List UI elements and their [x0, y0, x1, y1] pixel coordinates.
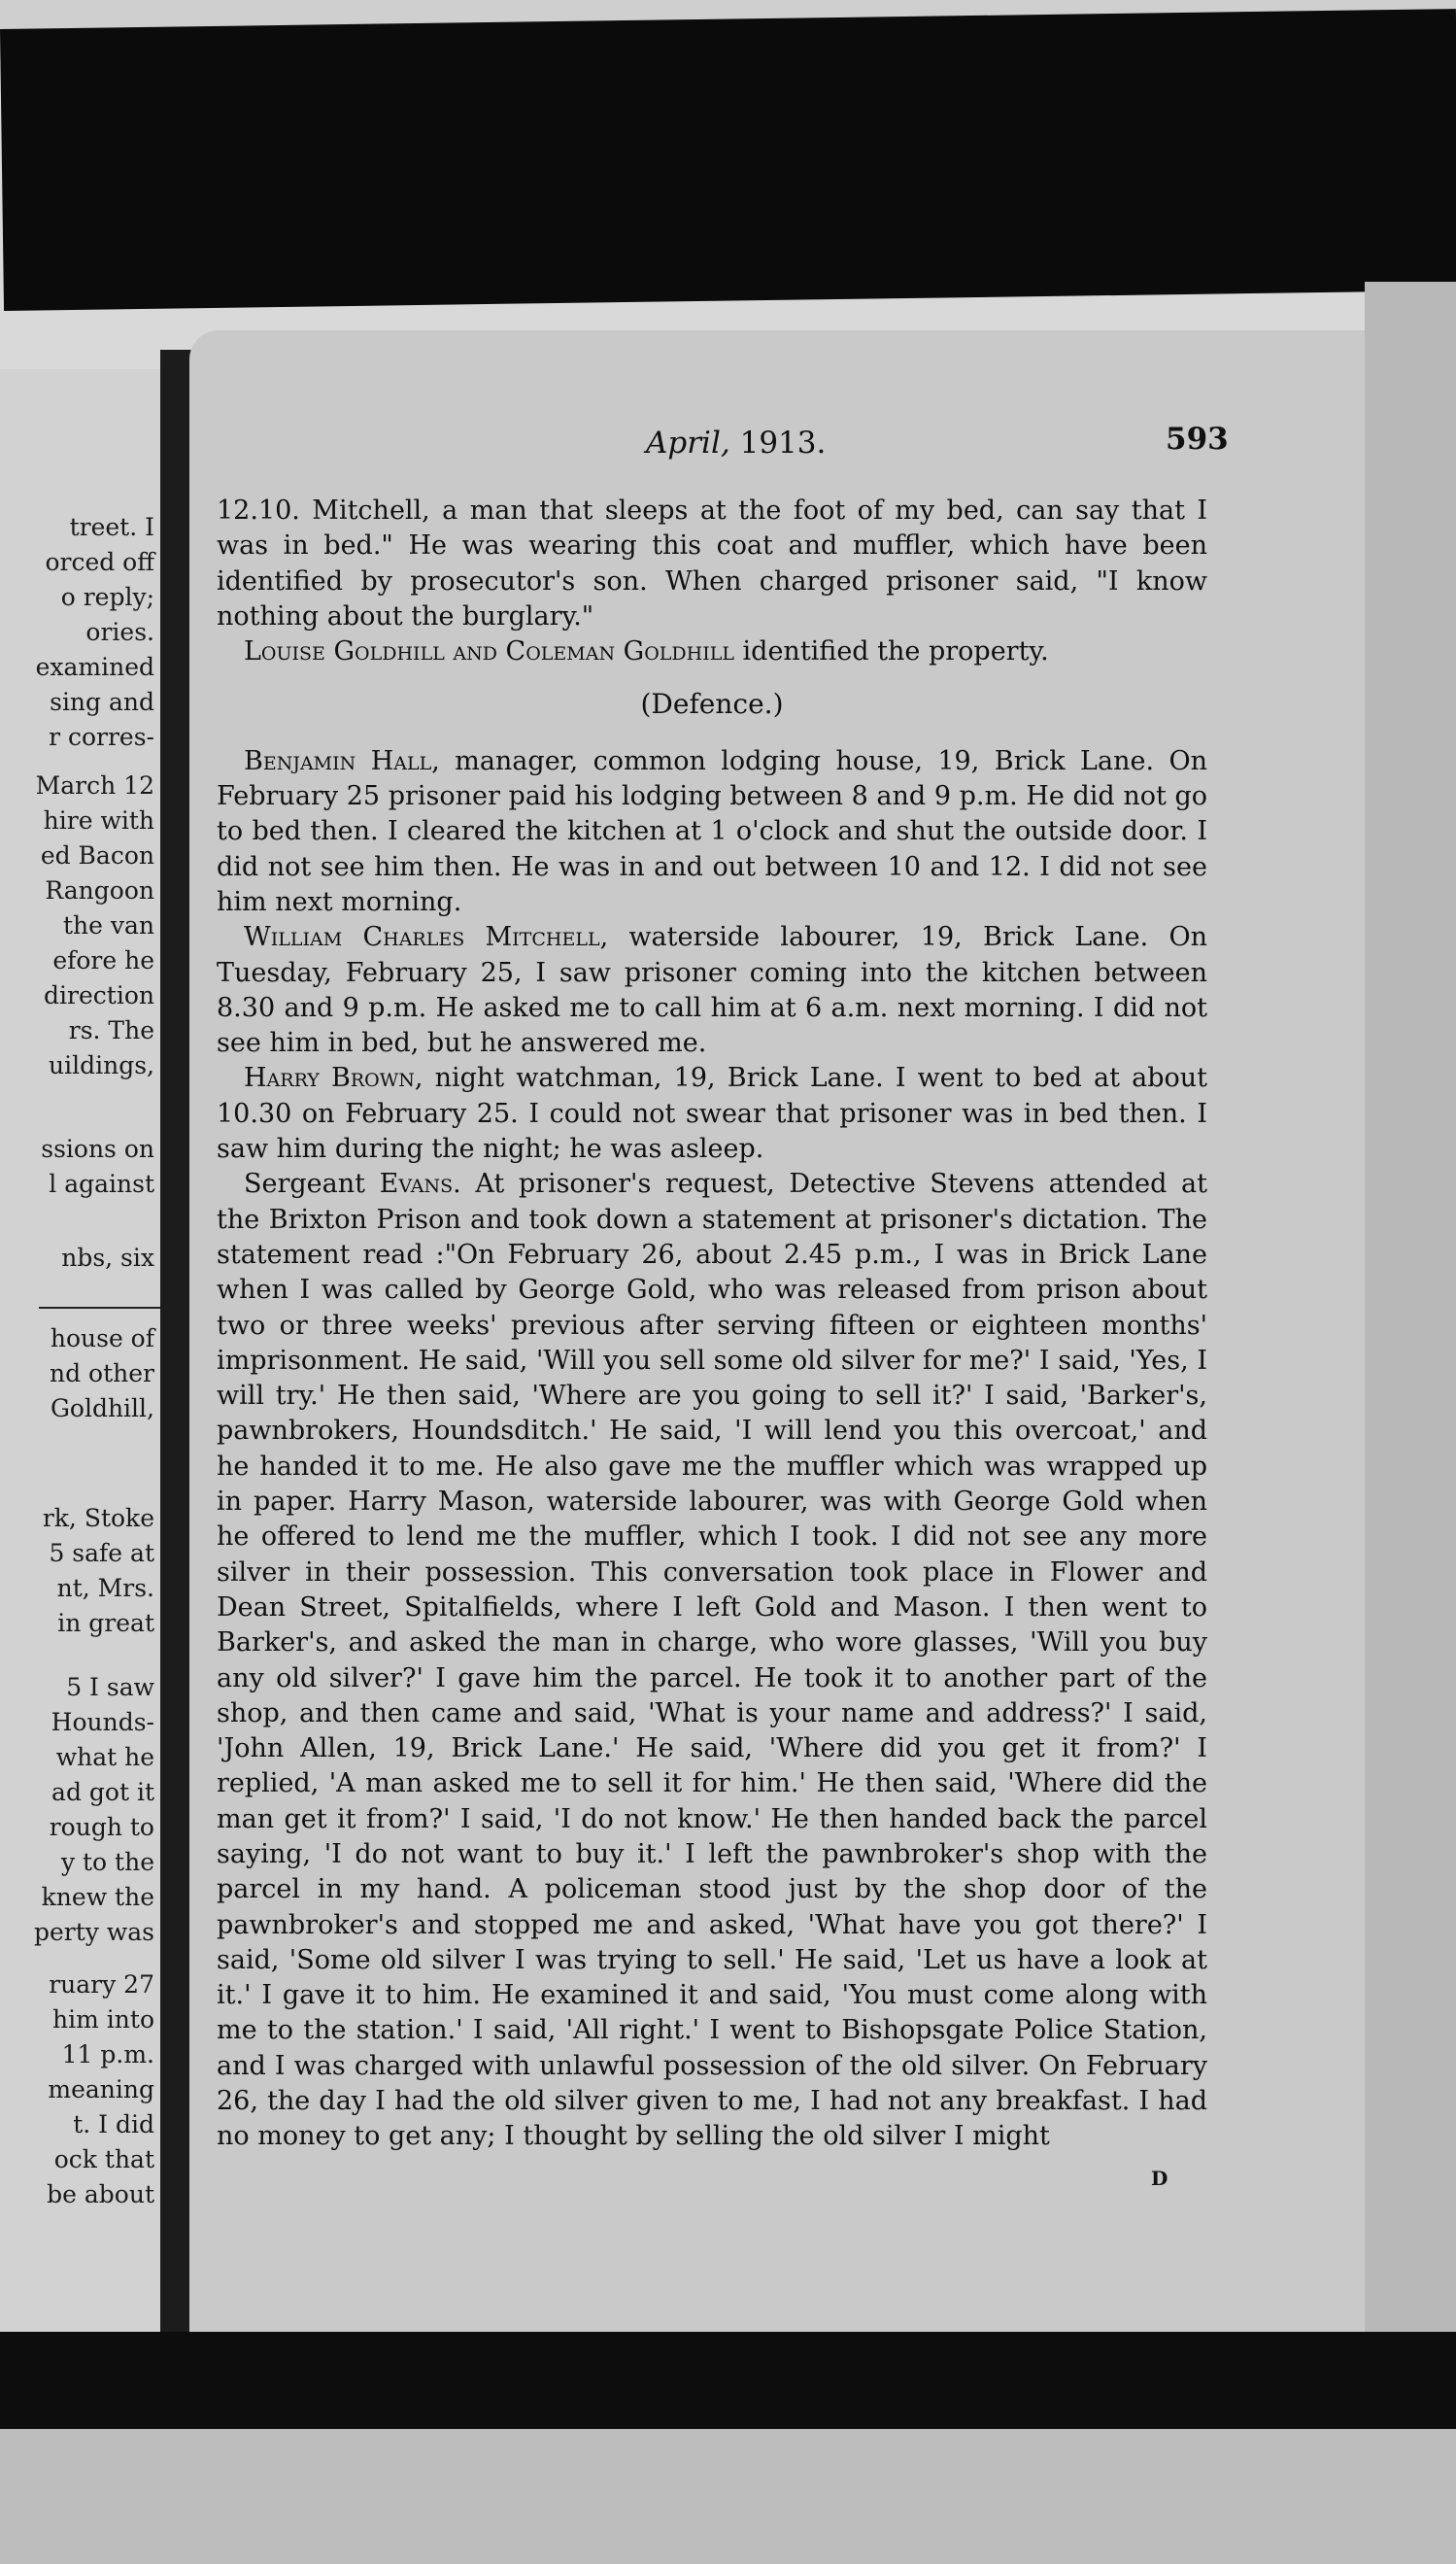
- right-edge-strip: [1365, 282, 1456, 2342]
- witness-name: Harry Brown: [244, 1063, 415, 1094]
- paragraph-continuation: 12.10. Mitchell, a man that sleeps at the foot of my bed, can say that I was in bed." He was wearing this coat and muffler, which have been identified by prosecutor's son. When charged prisoner said, "I know nothing about the burglary.": [217, 496, 1207, 632]
- left-page-edge: [0, 369, 174, 2351]
- bottom-margin-strip: [0, 2429, 1456, 2564]
- paragraph-sergeant-evans: Sergeant Evans. At prisoner's request, Detective Stevens attended at the Brixton Prison and took down a statement at prisoner's dictation. The statement read :"On February 26, about 2.45 p.m., I was in Brick Lane when I was called by George Gold, who was released from prison about two or three weeks' previous after serving fifteen or eighteen months' imprisonment. He said, 'Will you sell some old silver for me?' I said, 'Yes, I will try.' He then said, 'Where are you going to sell it?' I said, 'Barker's, pawnbrokers, Houndsditch.' He said, 'I will lend you this overcoat,' and he handed it to me. He also gave me the muffler which was wrapped up in paper. Harry Mason, waterside labourer, was with George Gold when he offered to lend me the muffler, which I took. I did not see any more silver in their possession. This conversation took place in Flower and Dean Street, Spitalfields, where I left Gold and Mason. I then went to Barker's, and asked the man in charge, who wore glasses, 'Will you buy any old silver?' I gave him the parcel. He took it to another part of the shop, and then came and said, 'What is your name and address?' I said, 'John Allen, 19, Brick Lane.' He said, 'Where did you get it from?' I replied, 'A man asked me to sell it for him.' He then said, 'Where did the man get it from?' I said, 'I do not know.' He then handed back the parcel saying, 'I do not want to buy it.' I left the pawnbroker's shop with the parcel in my hand. A policeman stood just by the shop door of the pawnbroker's and stopped me and asked, 'What have you got there?' I said, 'Some old silver I was trying to sell.' He said, 'Let us have a look at it.' I gave it to him. He examined it and said, 'You must come along with me to the station.' I said, 'All right.' I went to Bishopsgate Police Station, and I was charged with unlawful possession of the old silver. On February 26, the day I had the old silver given to me, I had not any breakfast. I had no money to get any; I thought by selling the old silver I might: [217, 1169, 1207, 2152]
- left-page-text-fragment: direction: [44, 981, 154, 1009]
- running-head: [646, 426, 826, 461]
- left-page-text-fragment: in great: [57, 1609, 154, 1637]
- signature-mark: D: [1151, 2167, 1168, 2190]
- left-page-text-fragment: perty was: [34, 1918, 154, 1946]
- running-head-month: April,: [646, 426, 730, 461]
- top-black-band: [0, 9, 1456, 311]
- left-page-text-fragment: nd other: [50, 1359, 154, 1387]
- running-head-year: 1913.: [739, 426, 827, 461]
- left-page-text-fragment: orced off: [45, 548, 154, 576]
- left-page-text-fragment: rs. The: [68, 1016, 154, 1044]
- witness-name: Evans: [379, 1169, 454, 1200]
- left-page-text-fragment: rough to: [49, 1813, 154, 1841]
- left-page-text-fragment: March 12: [35, 771, 154, 800]
- witness-name: William Charles Mitchell: [244, 922, 600, 953]
- page-text: [217, 494, 1207, 2155]
- paragraph-identification: Louise Goldhill and Coleman Goldhill identified the property.: [244, 636, 1049, 667]
- left-page-text-fragment: examined: [35, 653, 154, 681]
- left-page-text-fragment: meaning: [48, 2075, 154, 2103]
- left-page-text-fragment: 11 p.m.: [61, 2040, 154, 2068]
- witness-name: Benjamin Hall: [244, 745, 432, 776]
- left-page-text-fragment: 5 safe at: [49, 1539, 154, 1567]
- page-header: [189, 422, 1365, 464]
- left-page-text-fragment: nbs, six: [61, 1244, 154, 1272]
- left-page-text-fragment: the van: [62, 911, 154, 940]
- left-page-text-fragment: ruary 27: [49, 1970, 154, 1999]
- left-page-text-fragment: ock that: [53, 2145, 154, 2173]
- left-page-text-fragment: efore he: [52, 946, 154, 974]
- left-page-text-fragment: t. I did: [73, 2110, 154, 2138]
- left-page-text-fragment: Hounds-: [51, 1708, 154, 1736]
- paragraph-benjamin-hall: Benjamin Hall, manager, common lodging house, 19, Brick Lane. On February 25 prisoner paid his lodging between 8 and 9 p.m. He did not go to bed then. I cleared the kitchen at 1 o'clock and shut the outside door. I did not see him then. He was in and out between 10 and 12. I did not see him next morning.: [217, 745, 1207, 917]
- left-page-text-fragment: knew the: [41, 1883, 154, 1911]
- left-page-text-fragment: hire with: [43, 806, 154, 835]
- left-page-text-fragment: him into: [52, 2005, 154, 2034]
- left-page-text-fragment: l against: [49, 1170, 154, 1198]
- paragraph-william-mitchell: William Charles Mitchell, waterside labourer, 19, Brick Lane. On Tuesday, February 25, I saw prisoner coming into the kitchen between 8.30 and 9 p.m. He asked me to call him at 6 a.m. next morning. I did not see him in bed, but he answered me.: [217, 922, 1207, 1059]
- page-number: 593: [1166, 422, 1229, 457]
- left-page-text-fragment: ssions on: [41, 1135, 154, 1163]
- left-page-text-fragment: treet. I: [69, 513, 154, 541]
- left-page-text-fragment: Goldhill,: [50, 1394, 154, 1422]
- left-page-text-fragment: r corres-: [49, 723, 154, 751]
- bottom-black-band: [0, 2332, 1456, 2439]
- left-page-text-fragment: ed Bacon: [40, 841, 154, 870]
- left-page-text-fragment: nt, Mrs.: [56, 1574, 154, 1602]
- left-page-text-fragment: be about: [47, 2180, 154, 2208]
- left-page-text-fragment: rk, Stoke: [42, 1504, 154, 1532]
- left-page-text-fragment: ories.: [85, 618, 154, 646]
- witness-names: Louise Goldhill and Coleman Goldhill: [244, 636, 734, 667]
- left-page-text-fragment: ad got it: [51, 1778, 154, 1806]
- left-page-text-fragment: what he: [55, 1743, 154, 1771]
- defence-heading: (Defence.): [640, 688, 784, 721]
- left-page-text-fragment: uildings,: [49, 1051, 154, 1079]
- left-page-text-fragment: o reply;: [60, 583, 154, 611]
- right-page: [189, 330, 1365, 2346]
- left-page-text-fragment: y to the: [60, 1848, 154, 1876]
- left-page-text-fragment: 5 I saw: [66, 1673, 154, 1701]
- left-page-rule: [39, 1307, 160, 1309]
- left-page-text-fragment: sing and: [50, 688, 154, 716]
- left-page-text-fragment: Rangoon: [45, 876, 154, 905]
- paragraph-harry-brown: Harry Brown, night watchman, 19, Brick Lane. I went to bed at about 10.30 on February 25. I could not swear that prisoner was in bed then. I saw him during the night; he was asleep.: [217, 1063, 1208, 1165]
- left-page-text-fragment: house of: [50, 1324, 154, 1352]
